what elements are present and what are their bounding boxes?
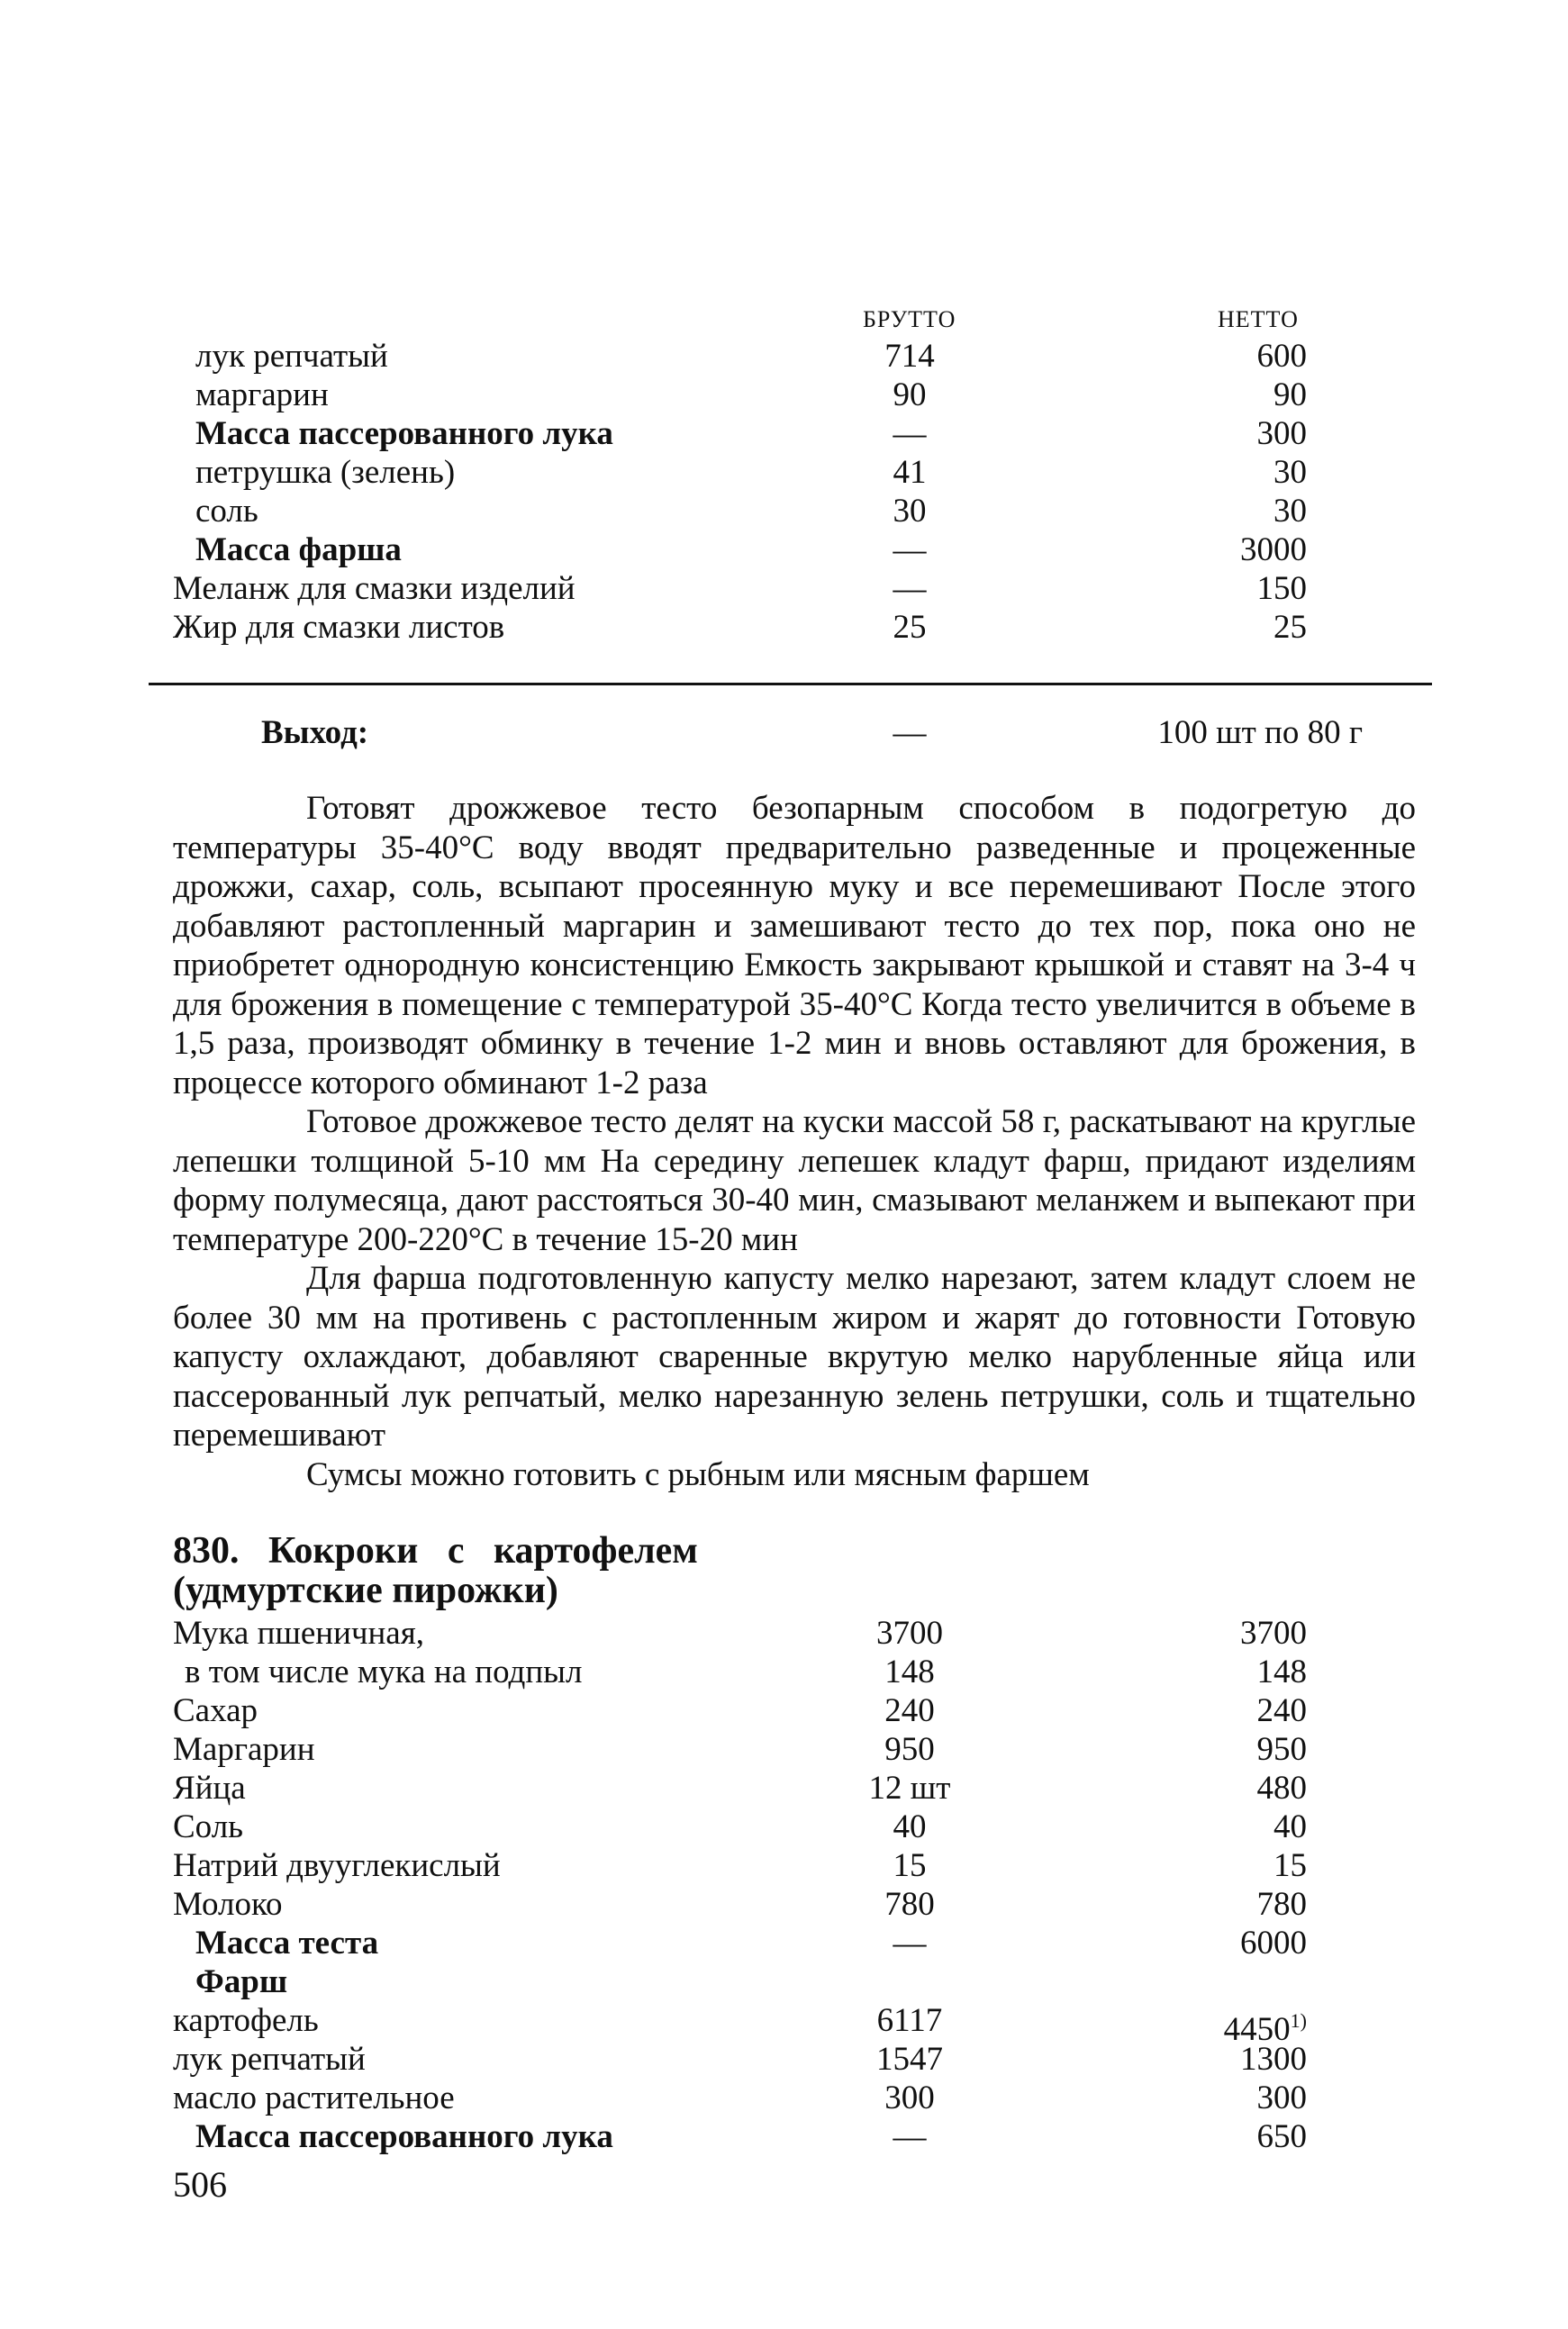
ingredient-name: Маргарин — [173, 1731, 315, 1768]
brutto-value: 90 — [893, 376, 927, 413]
table-row — [0, 2040, 1568, 2080]
table-row — [0, 337, 1568, 376]
netto-value: 6000 — [1240, 1925, 1307, 1962]
brutto-value: 148 — [884, 1654, 935, 1690]
recipe-subtitle: (удмуртские пирожки) — [173, 1570, 558, 1611]
brutto-value: 25 — [893, 609, 927, 646]
output-netto: 100 шт по 80 г — [1157, 714, 1363, 751]
ingredient-name: Масса пассерованного лука — [195, 415, 613, 452]
ingredient-name: Масса теста — [195, 1925, 379, 1962]
netto-value: 1300 — [1240, 2041, 1307, 2078]
ingredient-name: Соль — [173, 1808, 244, 1845]
table-row — [0, 376, 1568, 415]
ingredient-name: Яйца — [173, 1770, 246, 1807]
table-row — [0, 608, 1568, 648]
ingredient-name: Масса фарша — [195, 531, 402, 568]
table-row — [0, 2079, 1568, 2118]
ingredient-name: лук репчатый — [195, 338, 388, 375]
netto-value: 300 — [1256, 2080, 1307, 2116]
brutto-value: 40 — [893, 1808, 927, 1845]
ingredient-name: соль — [195, 493, 258, 530]
footnote-marker: 1) — [1290, 2009, 1307, 2032]
brutto-value: 1547 — [876, 2041, 943, 2078]
brutto-value: 12 шт — [868, 1770, 951, 1807]
recipe-title — [173, 1531, 803, 1610]
netto-value: 150 — [1256, 570, 1307, 607]
netto-value: 600 — [1256, 338, 1307, 375]
ingredient-name: петрушка (зелень) — [195, 454, 456, 491]
paragraph: Для фарша подготовленную капусту мелко нарезают, затем кладут слоем не более 30 мм на противень с растопленным жиром и жарят до готовности Готовую капусту охлаждают, добавляют сваренные вкрутую мелко нарубленные яйца или пассерованный лук репчатый, мелко нарезанную зелень петрушки, соль и тщательно перемешивают — [173, 1260, 1416, 1454]
table-row — [0, 530, 1568, 570]
ingredient-name: Меланж для смазки изделий — [173, 570, 576, 607]
table-row — [0, 1808, 1568, 1847]
netto-number: 4450 — [1223, 2011, 1291, 2048]
brutto-value: 950 — [884, 1731, 935, 1768]
table-row — [0, 1730, 1568, 1770]
ingredient-name: Масса пассерованного лука — [195, 2118, 613, 2155]
instructions-text — [173, 789, 1416, 1494]
netto-value: 300 — [1256, 415, 1307, 452]
netto-value: 15 — [1273, 1847, 1307, 1884]
output-brutto: — — [893, 714, 927, 751]
netto-value: 25 — [1273, 609, 1307, 646]
netto-value: 3000 — [1240, 531, 1307, 568]
output-row — [0, 713, 1568, 753]
table-row — [0, 1885, 1568, 1925]
netto-value: 148 — [1256, 1654, 1307, 1690]
brutto-value: — — [893, 1925, 927, 1962]
netto-value: 480 — [1256, 1770, 1307, 1807]
brutto-value: 41 — [893, 454, 927, 491]
netto-value: 90 — [1273, 376, 1307, 413]
brutto-value: 780 — [884, 1886, 935, 1923]
ingredient-name: лук репчатый — [173, 2041, 366, 2078]
column-header-brutto: БРУТТО — [863, 306, 956, 332]
brutto-value: 240 — [884, 1692, 935, 1729]
ingredient-name: в том числе мука на подпыл — [185, 1654, 583, 1690]
table-row — [0, 1614, 1568, 1654]
table-row — [0, 1924, 1568, 1963]
table-row — [0, 1653, 1568, 1692]
brutto-value: — — [893, 2118, 927, 2155]
table-row — [0, 1962, 1568, 2002]
table-row — [0, 1846, 1568, 1886]
table-row — [0, 2117, 1568, 2157]
paragraph: Готовят дрожжевое тесто безопарным способом в подогретую до температуры 35-40°С воду вводят предварительно разведенные и процеженные дрожжи, сахар, соль, всыпают просеянную муку и все перемешивают После этого добавляют растопленный маргарин и замешивают тесто до тех пор, пока оно не приобретет однородную консистенцию Емкость закрывают крышкой и ставят на 3-4 ч для брожения в помещение с температурой 35-40°С Когда тесто увеличится в объеме в 1,5 раза, производят обминку в течение 1-2 мин и вновь оставляют для брожения, в процессе которого обминают 1-2 раза — [173, 790, 1416, 1101]
table-row — [0, 453, 1568, 493]
ingredient-name: Молоко — [173, 1886, 283, 1923]
table-divider — [149, 683, 1432, 685]
brutto-value: 3700 — [876, 1615, 943, 1652]
table-row — [0, 2001, 1568, 2048]
paragraph: Сумсы можно готовить с рыбным или мясным фаршем — [306, 1455, 1090, 1493]
table-row — [0, 569, 1568, 609]
brutto-value: 300 — [884, 2080, 935, 2116]
brutto-value: 714 — [884, 338, 935, 375]
netto-value: 950 — [1256, 1731, 1307, 1768]
netto-value: 3700 — [1240, 1615, 1307, 1652]
brutto-value: — — [893, 531, 927, 568]
ingredient-name: Фарш — [195, 1963, 288, 2000]
ingredient-name: маргарин — [195, 376, 329, 413]
ingredient-name: Жир для смазки листов — [173, 609, 505, 646]
netto-value: 30 — [1273, 493, 1307, 530]
ingredient-name: Натрий двууглекислый — [173, 1847, 501, 1884]
paragraph: Готовое дрожжевое тесто делят на куски массой 58 г, раскатывают на круглые лепешки толщиной 5-10 мм На середину лепешек кладут фарш, придают изделиям форму полумесяца, дают расстояться 30-40 мин, смазывают меланжем и выпекают при температуре 200-220°С в течение 15-20 мин — [173, 1103, 1416, 1258]
brutto-value: 30 — [893, 493, 927, 530]
ingredient-name: масло растительное — [173, 2080, 455, 2116]
netto-value: 30 — [1273, 454, 1307, 491]
table-row — [0, 1691, 1568, 1731]
ingredient-name: Сахар — [173, 1692, 258, 1729]
netto-value: 40 — [1273, 1808, 1307, 1845]
column-header-netto: НЕТТО — [1218, 306, 1299, 332]
ingredient-name: Мука пшеничная, — [173, 1615, 424, 1652]
page-number: 506 — [173, 2164, 227, 2205]
ingredient-name: картофель — [173, 2002, 319, 2039]
table-row — [0, 1769, 1568, 1808]
netto-value: 650 — [1256, 2118, 1307, 2155]
brutto-value: 6117 — [876, 2002, 943, 2039]
table-row — [0, 492, 1568, 531]
recipe-title-line: 830. Кокроки с картофелем — [173, 1530, 698, 1572]
brutto-value: — — [893, 570, 927, 607]
table-row — [0, 414, 1568, 454]
brutto-value: — — [893, 415, 927, 452]
output-label: Выход: — [261, 714, 369, 751]
netto-value: 240 — [1256, 1692, 1307, 1729]
brutto-value: 15 — [893, 1847, 927, 1884]
netto-value: 780 — [1256, 1886, 1307, 1923]
